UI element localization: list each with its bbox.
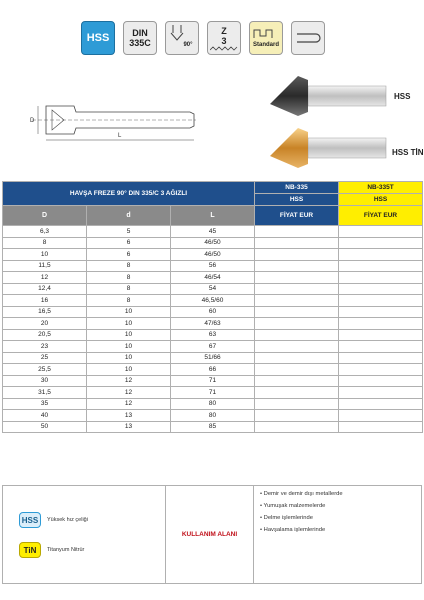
price-cell (255, 237, 339, 249)
table-row (3, 410, 423, 422)
price-cell (255, 260, 339, 272)
legend-hss-badge: HSS (19, 512, 41, 528)
table-row (3, 421, 423, 433)
price-cell (339, 272, 423, 284)
price-cell (255, 410, 339, 422)
hss-tin-tool-image (268, 126, 388, 172)
angle-badge (165, 21, 199, 55)
small-d-value: 6 (87, 237, 171, 249)
legend-area (3, 486, 166, 583)
l-value: 47/63 (171, 318, 255, 330)
d-value: 40 (3, 410, 87, 422)
price-cell (339, 421, 423, 433)
small-d-value: 10 (87, 352, 171, 364)
price-cell (255, 226, 339, 238)
price-cell (255, 249, 339, 261)
table-row (3, 295, 423, 307)
small-d-value: 12 (87, 387, 171, 399)
table-row (3, 249, 423, 261)
price-cell (339, 306, 423, 318)
d-value: 20 (3, 318, 87, 330)
price-cell (339, 226, 423, 238)
l-value: 45 (171, 226, 255, 238)
usage-item: • Demir ve demir dışı metallerde (260, 491, 343, 497)
d-value: 25 (3, 352, 87, 364)
legend-tin-badge: TiN (19, 542, 41, 558)
table-row (3, 226, 423, 238)
l-dimension-label: L (118, 133, 122, 139)
small-d-value: 10 (87, 364, 171, 376)
price-cell (339, 249, 423, 261)
workpiece-icon (252, 26, 280, 40)
l-value: 80 (171, 398, 255, 410)
l-value: 46,5/60 (171, 295, 255, 307)
col2-code: NB-335T (339, 182, 423, 194)
price-cell (339, 352, 423, 364)
small-d-value: 8 (87, 295, 171, 307)
col1-material: HSS (255, 194, 339, 206)
l-value: 60 (171, 306, 255, 318)
footer-panel (2, 485, 422, 584)
l-value: 67 (171, 341, 255, 353)
table-row (3, 237, 423, 249)
table-row (3, 398, 423, 410)
small-d-value: 10 (87, 306, 171, 318)
price-cell (255, 364, 339, 376)
price-cell (339, 410, 423, 422)
header-d: D (3, 206, 87, 226)
price-cell (339, 375, 423, 387)
zigzag-icon (210, 46, 238, 51)
small-d-value: 13 (87, 421, 171, 433)
product-table (2, 181, 423, 433)
price-cell (339, 295, 423, 307)
l-value: 63 (171, 329, 255, 341)
usage-item: • Delme işlemlerinde (260, 515, 313, 521)
table-row (3, 387, 423, 399)
hss-badge-label: HSS (86, 32, 110, 44)
legend-hss-text: Yüksek hız çeliği (47, 517, 88, 523)
header-price-1: FİYAT EUR (255, 206, 339, 226)
d-value: 20,5 (3, 329, 87, 341)
header-l: L (171, 206, 255, 226)
price-cell (255, 421, 339, 433)
small-d-value: 10 (87, 341, 171, 353)
d-value: 50 (3, 421, 87, 433)
l-value: 85 (171, 421, 255, 433)
din-line1: DIN (132, 28, 148, 38)
table-row (3, 306, 423, 318)
l-value: 80 (171, 410, 255, 422)
usage-item: • Havşalama işlemlerinde (260, 527, 326, 533)
table-row (3, 364, 423, 376)
l-value: 54 (171, 283, 255, 295)
header-price-2: FİYAT EUR (339, 206, 423, 226)
hss-product-label: HSS (394, 92, 411, 101)
d-value: 16 (3, 295, 87, 307)
table-row (3, 352, 423, 364)
price-cell (339, 364, 423, 376)
small-d-value: 8 (87, 260, 171, 272)
l-value: 46/50 (171, 249, 255, 261)
price-cell (339, 318, 423, 330)
small-d-value: 6 (87, 249, 171, 261)
table-row (3, 260, 423, 272)
small-d-value: 8 (87, 283, 171, 295)
price-cell (255, 352, 339, 364)
d-value: 25,5 (3, 364, 87, 376)
price-cell (255, 387, 339, 399)
l-value: 71 (171, 387, 255, 399)
d-value: 12 (3, 272, 87, 284)
price-cell (339, 341, 423, 353)
small-d-value: 13 (87, 410, 171, 422)
small-d-value: 10 (87, 329, 171, 341)
price-cell (255, 283, 339, 295)
hss-tin-product-label: HSS TİN (392, 148, 424, 157)
price-cell (255, 272, 339, 284)
d-value: 16,5 (3, 306, 87, 318)
price-cell (255, 318, 339, 330)
price-cell (339, 283, 423, 295)
price-cell (339, 329, 423, 341)
l-value: 46/50 (171, 237, 255, 249)
d-value: 10 (3, 249, 87, 261)
standard-badge (249, 21, 283, 55)
d-value: 12,4 (3, 283, 87, 295)
angle-label: 90° (183, 42, 193, 48)
d-value: 8 (3, 237, 87, 249)
z-line1: Z (221, 25, 227, 36)
d-value: 23 (3, 341, 87, 353)
hss-tool-image (268, 74, 388, 120)
table-row (3, 318, 423, 330)
l-value: 71 (171, 375, 255, 387)
flutes-badge (207, 21, 241, 55)
hss-badge (81, 21, 115, 55)
header-small-d: d (87, 206, 171, 226)
din-line2: 335C (129, 38, 151, 48)
price-cell (339, 398, 423, 410)
l-value: 51/66 (171, 352, 255, 364)
standard-label: Standard (252, 42, 279, 48)
technical-drawing (18, 92, 208, 148)
d-value: 11,5 (3, 260, 87, 272)
d-value: 35 (3, 398, 87, 410)
price-cell (255, 295, 339, 307)
small-d-value: 12 (87, 398, 171, 410)
shank-badge (291, 21, 325, 55)
price-cell (339, 237, 423, 249)
d-dimension-label: D (30, 118, 35, 124)
spec-badges (81, 21, 325, 55)
table-row (3, 283, 423, 295)
price-cell (255, 329, 339, 341)
small-d-value: 12 (87, 375, 171, 387)
price-cell (255, 375, 339, 387)
price-cell (339, 387, 423, 399)
price-cell (255, 306, 339, 318)
small-d-value: 5 (87, 226, 171, 238)
table-row (3, 272, 423, 284)
table-row (3, 329, 423, 341)
table-body (3, 226, 423, 433)
l-value: 66 (171, 364, 255, 376)
small-d-value: 8 (87, 272, 171, 284)
table-title: HAVŞA FREZE 90° DIN 335/C 3 AĞIZLI (3, 182, 255, 206)
cylindrical-shank-icon (294, 31, 322, 45)
d-value: 31,5 (3, 387, 87, 399)
d-value: 6,3 (3, 226, 87, 238)
l-value: 56 (171, 260, 255, 272)
l-value: 46/54 (171, 272, 255, 284)
price-cell (339, 260, 423, 272)
col2-material: HSS (339, 194, 423, 206)
table-row (3, 341, 423, 353)
col1-code: NB-335 (255, 182, 339, 194)
price-cell (255, 341, 339, 353)
usage-label: KULLANIM ALANI (166, 486, 254, 583)
usage-list (254, 486, 421, 583)
usage-item: • Yumuşak malzemelerde (260, 503, 326, 509)
z-line2: 3 (221, 35, 227, 46)
din-badge (123, 21, 157, 55)
d-value: 30 (3, 375, 87, 387)
small-d-value: 10 (87, 318, 171, 330)
price-cell (255, 398, 339, 410)
table-row (3, 375, 423, 387)
legend-tin-text: Titanyum Nitrür (47, 547, 85, 553)
